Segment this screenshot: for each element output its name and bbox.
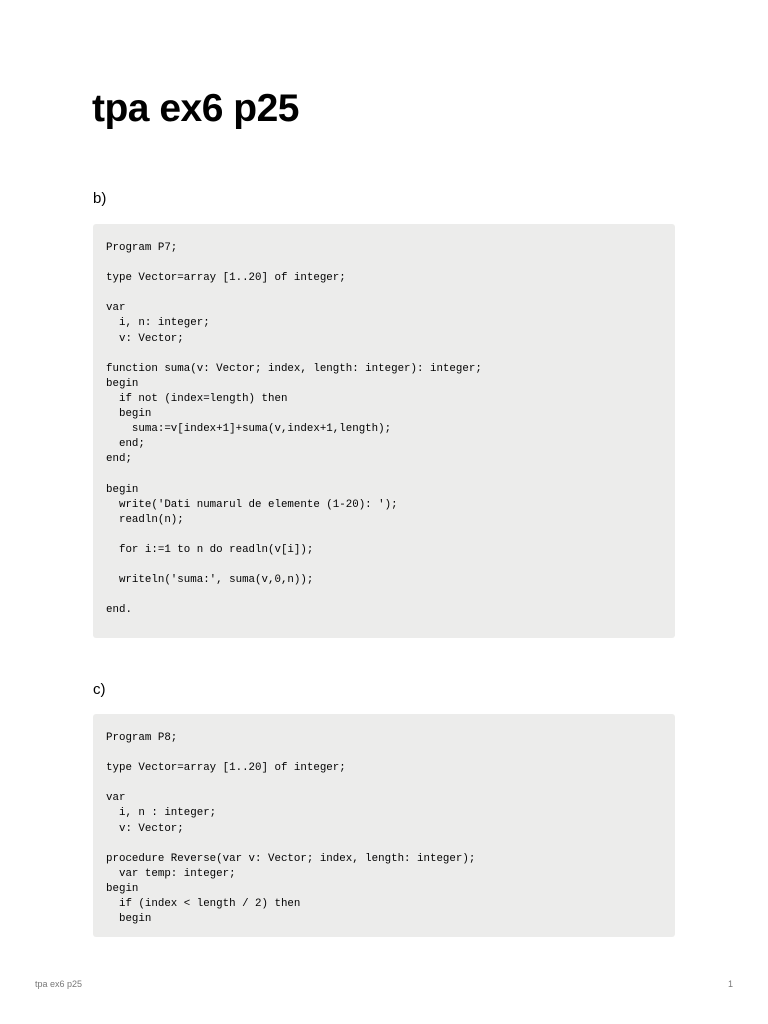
code-text-program-p8: Program P8; type Vector=array [1..20] of integer; var i, n : integer; v: Vector; procedure Reverse(var v: Vector; index, length: integer); var temp: integer; begin if (index < length / 2) then begin: [106, 732, 476, 926]
section-label-c: c): [93, 681, 106, 698]
section-label-b: b): [93, 190, 107, 207]
footer-page-number: 1: [727, 979, 733, 989]
page-title: tpa ex6 p25: [92, 87, 299, 130]
code-text-program-p7: Program P7; type Vector=array [1..20] of integer; var i, n: integer; v: Vector; function suma(v: Vector; index, length: integer): integer; begin if not (index=length) then begin suma:=v[index+1]+suma(v,index+1,length); end; end; begin write('Dati numarul de elemente (1-20): '); readln(n); for i:=1 to n do readln(v[i]); writeln('suma:', suma(v,0,n)); end.: [106, 242, 482, 617]
code-block-program-p8: [93, 714, 675, 937]
footer-document-title: tpa ex6 p25: [35, 979, 83, 989]
code-block-program-p7: [93, 224, 675, 638]
